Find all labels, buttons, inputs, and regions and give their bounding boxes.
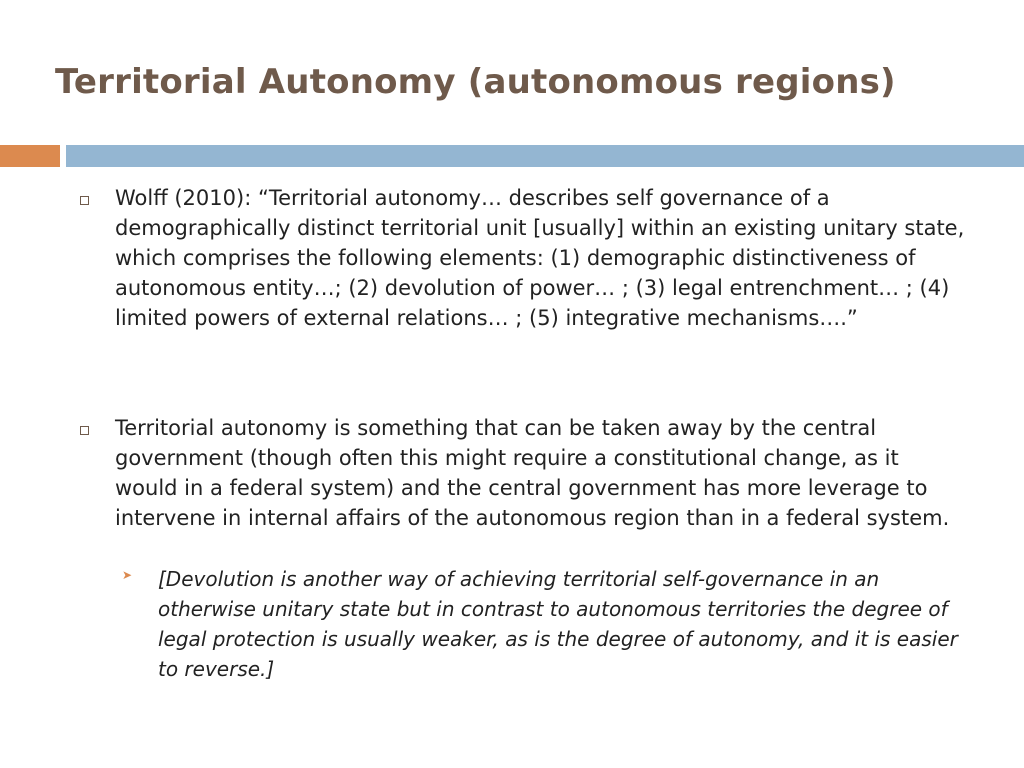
slide-title: Territorial Autonomy (autonomous regions) <box>55 62 896 102</box>
square-bullet-icon <box>80 196 89 205</box>
bullet-text: Wolff (2010): “Territorial autonomy… describes self governance of a demographically distinct territorial unit [usually] within an existing unitary state, which comprises the following elements: (1) demographic distinctiveness of autonomous entity…; (2) devolution of power… ; (3) legal entrenchment… ; (4) limited powers of external relations… ; (5) integrative mechanisms….” <box>115 186 965 330</box>
accent-bar-orange <box>0 145 60 167</box>
accent-bar-blue <box>66 145 1024 167</box>
sub-bullet-text: [Devolution is another way of achieving territorial self-governance in an otherwise unitary state but in contrast to autonomous territories the degree of legal protection is usually weaker, as is the degree of autonomy, and it is easier to reverse.] <box>158 567 958 681</box>
arrow-bullet-icon: ➤ <box>122 568 133 582</box>
bullet-text: Territorial autonomy is something that can be taken away by the central government (though often this might require a constitutional change, as it would in a federal system) and the central government has more leverage to intervene in internal affairs of the autonomous region than in a federal system. <box>115 416 950 530</box>
square-bullet-icon <box>80 426 89 435</box>
